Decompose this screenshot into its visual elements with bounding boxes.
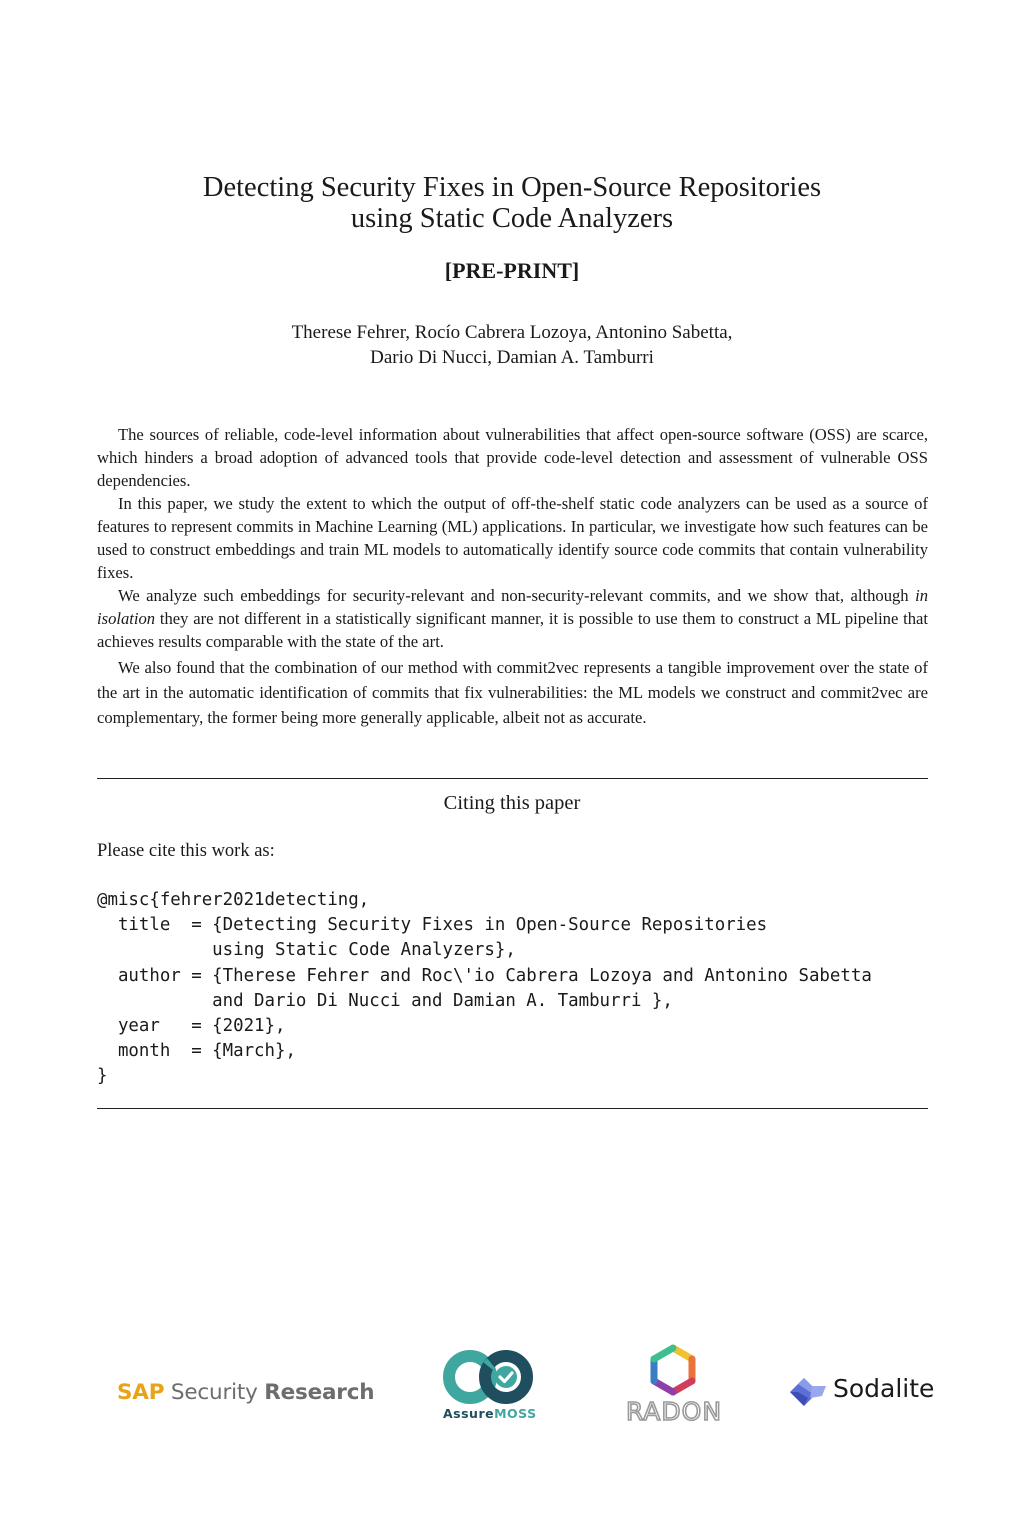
bibtex-line: year = {2021}, — [97, 1016, 286, 1037]
assuremoss-wordmark — [443, 1406, 537, 1421]
assuremoss-word-part-1: Assure — [443, 1406, 495, 1421]
sodalite-wordmark: Sodalite — [833, 1374, 935, 1403]
abstract-paragraph-1: The sources of reliable, code-level information about vulnerabilities that affect open-source software (OSS) are scarce, which hinders a broad adoption of advanced tools that provide code-level detection and assessment of vulnerable OSS dependencies. — [97, 425, 928, 490]
preprint-label: [PRE-PRINT] — [444, 258, 580, 283]
sap-logo-part-3: Research — [264, 1380, 375, 1405]
radon-wordmark: RADON — [625, 1397, 723, 1426]
citation-intro: Please cite this work as: — [97, 841, 275, 861]
citation-bottom-rule — [97, 1108, 928, 1109]
radon-logo — [618, 1340, 730, 1430]
sap-logo-part-2: Security — [164, 1380, 265, 1405]
sponsor-logos — [0, 1330, 1024, 1440]
title-line-1: Detecting Security Fixes in Open-Source Repositories — [202, 172, 822, 203]
bibtex-line: } — [97, 1066, 108, 1087]
bibtex-line: author = {Therese Fehrer and Roc\'io Cabrera Lozoya and Antonino Sabetta — [97, 965, 872, 986]
abstract-p3-start: We analyze such embeddings for security-relevant and non-security-relevant commits, and we show that, although — [118, 586, 916, 605]
author-line-1: Therese Fehrer, Rocío Cabrera Lozoya, Antonino Sabetta, — [291, 322, 733, 343]
bibtex-entry — [97, 888, 872, 1090]
sap-security-research-logo — [117, 1380, 374, 1405]
sap-logo-part-1: SAP — [117, 1380, 165, 1405]
abstract-p3-end: they are not different in a statistically significant manner, it is possible to use them to construct a ML pipeline that achieves results comparable with the state of the art. — [97, 609, 928, 651]
abstract-paragraph-4: We also found that the combination of our method with commit2vec represents a tangible improvement over the state of the art in the automatic identification of commits that fix vulnerabilities: the ML models we construct and commit2vec are complementary, the former being more generally applicable, albeit not as accurate. — [97, 658, 928, 727]
bibtex-line: @misc{fehrer2021detecting, — [97, 890, 370, 910]
abstract — [97, 423, 928, 730]
bibtex-line: title = {Detecting Security Fixes in Open-Source Repositories — [97, 915, 768, 936]
citation-top-rule — [97, 778, 928, 779]
bibtex-line: and Dario Di Nucci and Damian A. Tamburri }, — [97, 990, 673, 1011]
bibtex-line: using Static Code Analyzers}, — [97, 940, 516, 961]
radon-hexagon-icon — [654, 1348, 692, 1392]
assuremoss-word-part-2: MOSS — [494, 1406, 537, 1421]
author-list — [0, 320, 1024, 370]
citation-heading: Citing this paper — [443, 792, 581, 814]
abstract-paragraph-2: In this paper, we study the extent to which the output of off-the-shelf static code analyzers can be used as a source of features to represent commits in Machine Learning (ML) applications. In particular, we investigate how such features can be used to construct embeddings and train ML models to automatically identify source code commits that contain vulnerability fixes. — [97, 494, 928, 582]
paper-title — [0, 172, 1024, 234]
title-line-2: using Static Code Analyzers — [350, 203, 674, 234]
bibtex-line: month = {March}, — [97, 1041, 296, 1062]
author-line-2: Dario Di Nucci, Damian A. Tamburri — [370, 347, 654, 368]
abstract-p3-emphasis: in isolation — [97, 586, 928, 628]
abstract-paragraph-3 — [97, 584, 928, 653]
